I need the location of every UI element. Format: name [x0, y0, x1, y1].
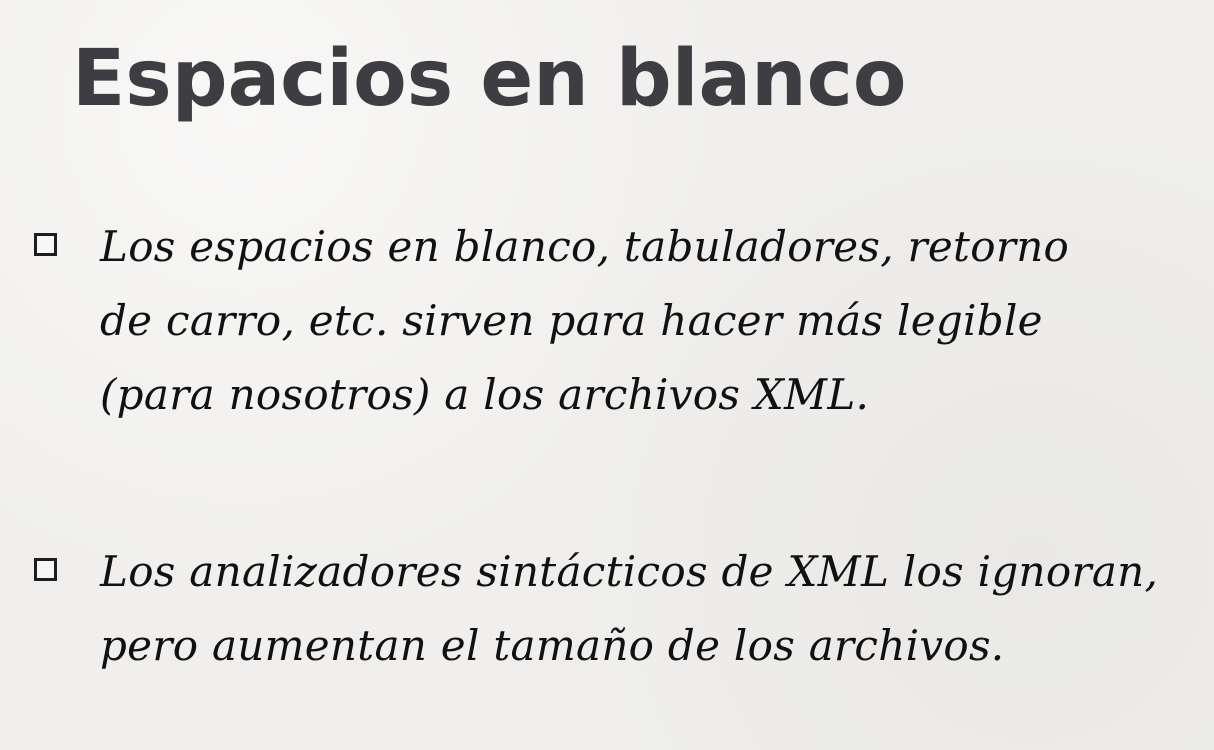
- bullet-text: Los espacios en blanco, tabuladores, retorno de carro, etc. sirven para hacer más legible (para nosotros) a los archivos XML.: [100, 222, 1070, 419]
- checkbox-icon: [34, 233, 57, 256]
- bullet-text: Los analizadores sintácticos de XML los ignoran, pero aumentan el tamaño de los archivos.: [100, 547, 1159, 670]
- slide-title: Espacios en blanco: [72, 34, 907, 124]
- checkbox-icon: [34, 558, 57, 581]
